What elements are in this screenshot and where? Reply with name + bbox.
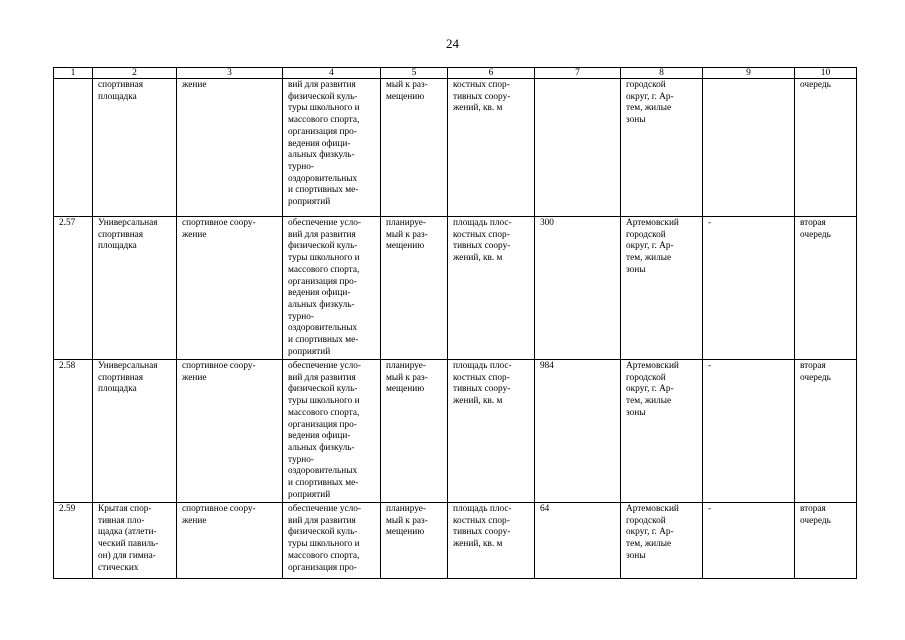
location-cell: городской округ, г. Ар- тем, жилые зоны: [621, 79, 703, 217]
table-row: [54, 360, 857, 503]
column-number: 10: [795, 68, 857, 79]
location-cell: Артемовский городской округ, г. Ар- тем, жилые зоны: [621, 360, 703, 503]
value-cell: [535, 79, 621, 217]
purpose-cell: обеспечение усло- вий для развития физической куль- туры школьного и массового спорта, организация про-: [283, 503, 381, 579]
object-type-cell: спортивное соору- жение: [177, 217, 283, 360]
column-number: 9: [703, 68, 795, 79]
value-cell: 64: [535, 503, 621, 579]
column-number: 7: [535, 68, 621, 79]
characteristic-cell: площадь плос- костных спор- тивных соору- жений, кв. м: [448, 360, 535, 503]
object-name-cell: Крытая спор- тивная пло- щадка (атлети- ческий павиль- он) для гимна- стических: [93, 503, 177, 579]
stage-cell: вторая очередь: [795, 217, 857, 360]
location-cell: Артемовский городской округ, г. Ар- тем, жилые зоны: [621, 217, 703, 360]
status-cell: планируе- мый к раз- мещению: [381, 503, 448, 579]
zone-cell: [703, 79, 795, 217]
item-number-cell: 2.57: [54, 217, 93, 360]
item-number-cell: 2.59: [54, 503, 93, 579]
column-number: 4: [283, 68, 381, 79]
zone-cell: -: [703, 360, 795, 503]
register-table: [53, 67, 857, 579]
table-row: [54, 503, 857, 579]
purpose-cell: обеспечение усло- вий для развития физической куль- туры школьного и массового спорта, организация про- ведения офици- альных физкуль- турно- оздоровительных и спортивных ме- роприятий: [283, 360, 381, 503]
value-cell: 984: [535, 360, 621, 503]
object-name-cell: Универсальная спортивная площадка: [93, 360, 177, 503]
location-cell: Артемовский городской округ, г. Ар- тем, жилые зоны: [621, 503, 703, 579]
column-number: 6: [448, 68, 535, 79]
table-row: [54, 217, 857, 360]
stage-cell: вторая очередь: [795, 503, 857, 579]
table-row: [54, 79, 857, 217]
stage-cell: вторая очередь: [795, 360, 857, 503]
characteristic-cell: костных спор- тивных соору- жений, кв. м: [448, 79, 535, 217]
purpose-cell: вий для развития физической куль- туры школьного и массового спорта, организация про- ведения офици- альных физкуль- турно- оздоровительных и спортивных ме- роприятий: [283, 79, 381, 217]
characteristic-cell: площадь плос- костных спор- тивных соору- жений, кв. м: [448, 503, 535, 579]
column-number: 1: [54, 68, 93, 79]
object-name-cell: спортивная площадка: [93, 79, 177, 217]
object-type-cell: жение: [177, 79, 283, 217]
status-cell: планируе- мый к раз- мещению: [381, 360, 448, 503]
characteristic-cell: площадь плос- костных спор- тивных соору- жений, кв. м: [448, 217, 535, 360]
page-number: 24: [446, 36, 459, 51]
object-type-cell: спортивное соору- жение: [177, 360, 283, 503]
zone-cell: -: [703, 503, 795, 579]
value-cell: 300: [535, 217, 621, 360]
item-number-cell: [54, 79, 93, 217]
zone-cell: -: [703, 217, 795, 360]
column-number: 3: [177, 68, 283, 79]
column-number: 2: [93, 68, 177, 79]
status-cell: мый к раз- мещению: [381, 79, 448, 217]
column-number: 8: [621, 68, 703, 79]
status-cell: планируе- мый к раз- мещению: [381, 217, 448, 360]
object-name-cell: Универсальная спортивная площадка: [93, 217, 177, 360]
column-number-row: [54, 68, 857, 79]
object-type-cell: спортивное соору- жение: [177, 503, 283, 579]
column-number: 5: [381, 68, 448, 79]
item-number-cell: 2.58: [54, 360, 93, 503]
purpose-cell: обеспечение усло- вий для развития физической куль- туры школьного и массового спорта, организация про- ведения офици- альных физкуль- турно- оздоровительных и спортивных ме- роприятий: [283, 217, 381, 360]
stage-cell: очередь: [795, 79, 857, 217]
